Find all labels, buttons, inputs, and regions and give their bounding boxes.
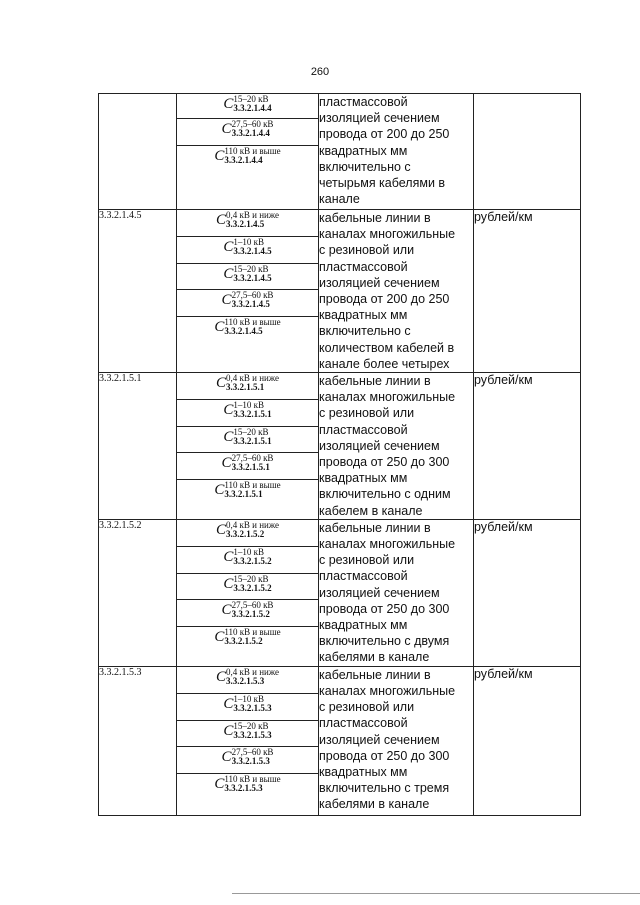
rate-scripts: [232, 454, 274, 472]
rate-scripts: [233, 722, 271, 740]
rate-formula: [223, 401, 271, 419]
code-subscript: 3.3.2.1.5.2: [231, 608, 270, 619]
voltage-superscript: 110 кВ и выше: [224, 480, 281, 491]
row-code: 3.3.2.1.4.5: [99, 210, 177, 373]
code-subscript: 3.3.2.1.4.5: [233, 273, 272, 283]
code-subscript: 3.3.2.1.5.3: [226, 675, 265, 686]
rate-formula: [214, 775, 280, 793]
voltage-superscript: 1–10 кВ: [233, 400, 265, 411]
code-subscript: 3.3.2.1.4.4: [233, 103, 272, 113]
description-line: пластмассовой: [319, 95, 408, 109]
rate-letter: C: [221, 121, 232, 137]
rate-scripts: [233, 428, 271, 446]
row-code: 3.3.2.1.5.1: [99, 373, 177, 520]
rate-symbol: [177, 480, 318, 518]
row-code: 3.3.2.1.5.3: [99, 666, 177, 815]
rate-formula: [214, 628, 280, 646]
rate-letter: C: [214, 482, 225, 499]
rate-symbol: [177, 453, 318, 480]
tariff-table-body: [99, 94, 581, 816]
row-description: [319, 666, 474, 815]
rate-symbol: [177, 119, 318, 146]
row-description: [319, 210, 474, 373]
rate-formula: [222, 454, 274, 472]
code-subscript: 3.3.2.1.4.5: [224, 326, 263, 336]
row-description: [319, 94, 474, 210]
voltage-superscript: 0,4 кВ и ниже: [226, 519, 279, 530]
scan-edge-line: [232, 893, 640, 894]
rate-letter: C: [223, 266, 234, 282]
description-line: каналах многожильные: [319, 390, 456, 405]
description-line: кабелями в канале: [319, 650, 430, 665]
description-line: включительно с одним: [319, 487, 451, 502]
code-subscript: 3.3.2.1.5.2: [233, 582, 272, 593]
description-line: каналах многожильные: [319, 227, 456, 242]
rate-symbol-cell: [177, 373, 319, 520]
description-line: провода от 250 до 300: [319, 748, 450, 763]
rate-scripts: [224, 628, 280, 646]
code-subscript: 3.3.2.1.4.5: [226, 219, 265, 229]
voltage-superscript: 110 кВ и выше: [224, 146, 281, 156]
rate-letter: C: [223, 548, 234, 565]
code-subscript: 3.3.2.1.5.2: [224, 635, 263, 646]
voltage-superscript: 1–10 кВ: [233, 693, 265, 704]
rate-formula: [223, 695, 271, 713]
rate-formula: [216, 521, 279, 539]
description-line: изоляцией сечением: [319, 111, 440, 126]
voltage-superscript: 110 кВ и выше: [224, 626, 281, 637]
rate-symbol: [177, 694, 318, 721]
voltage-superscript: 27,5–60 кВ: [231, 746, 274, 757]
rate-symbol-cell: [177, 666, 319, 815]
rate-scripts: [232, 601, 274, 619]
rate-scripts: [233, 695, 271, 713]
table-row: [99, 373, 581, 520]
description-line: провода от 200 до 250: [319, 292, 450, 307]
rate-scripts: [233, 548, 271, 566]
description-line: провода от 200 до 250: [319, 127, 450, 142]
row-description: [319, 373, 474, 520]
rate-scripts: [226, 374, 279, 392]
rate-letter: C: [223, 575, 234, 592]
row-unit: рублей/км: [474, 373, 581, 520]
rate-letter: C: [221, 292, 232, 308]
description-line: включительно с: [319, 159, 411, 174]
rate-symbol: [177, 600, 318, 627]
voltage-superscript: 0,4 кВ и ниже: [226, 666, 279, 677]
rate-letter: C: [216, 375, 227, 392]
rate-formula: [216, 668, 279, 686]
description-line: канале более четырех: [319, 356, 450, 371]
rate-symbol: [177, 94, 318, 119]
rate-scripts: [232, 748, 274, 766]
rate-symbol: [177, 146, 318, 209]
rate-scripts: [233, 238, 271, 256]
rate-letter: C: [216, 521, 227, 538]
rate-scripts: [232, 291, 274, 309]
rate-formula: [223, 238, 271, 256]
rate-symbol: [177, 747, 318, 774]
description-line: канале: [319, 192, 360, 207]
code-subscript: 3.3.2.1.5.2: [226, 528, 265, 539]
rate-scripts: [224, 147, 280, 165]
row-unit: рублей/км: [474, 210, 581, 373]
rate-symbol: [177, 627, 318, 666]
description-line: провода от 250 до 300: [319, 601, 450, 616]
description-line: количеством кабелей в: [319, 340, 455, 355]
voltage-superscript: 15–20 кВ: [233, 94, 269, 104]
rate-letter: C: [223, 239, 234, 255]
voltage-superscript: 15–20 кВ: [233, 573, 269, 584]
description-line: включительно с: [319, 324, 411, 339]
rate-formula: [223, 575, 271, 593]
row-code: [99, 94, 177, 210]
rate-letter: C: [221, 748, 232, 765]
code-subscript: 3.3.2.1.4.5: [231, 299, 270, 309]
rate-formula: [222, 601, 274, 619]
voltage-superscript: 15–20 кВ: [233, 264, 269, 274]
description-line: включительно с тремя: [319, 781, 450, 796]
rate-letter: C: [221, 455, 232, 472]
voltage-superscript: 15–20 кВ: [233, 720, 269, 731]
rate-letter: C: [221, 601, 232, 618]
rate-symbol: [177, 400, 318, 427]
rate-letter: C: [214, 775, 225, 792]
rate-symbol: [177, 667, 318, 694]
tariff-table: [98, 93, 581, 816]
rate-scripts: [226, 668, 279, 686]
description-line: пластмассовой: [319, 716, 408, 731]
description-line: изоляцией сечением: [319, 732, 440, 747]
rate-symbol: [177, 264, 318, 290]
voltage-superscript: 27,5–60 кВ: [231, 453, 274, 464]
description-line: кабельные линии в: [319, 374, 431, 389]
rate-scripts: [224, 775, 280, 793]
rate-scripts: [224, 318, 280, 336]
description-line: пластмассовой: [319, 422, 408, 437]
row-unit: [474, 94, 581, 210]
rate-letter: C: [214, 628, 225, 645]
description-line: кабелями в канале: [319, 797, 430, 812]
code-subscript: 3.3.2.1.5.1: [233, 436, 272, 447]
rate-symbol: [177, 774, 318, 815]
voltage-superscript: 27,5–60 кВ: [231, 290, 274, 300]
description-line: кабельные линии в: [319, 211, 431, 225]
description-line: изоляцией сечением: [319, 275, 440, 290]
rate-formula: [216, 211, 279, 229]
voltage-superscript: 0,4 кВ и ниже: [226, 373, 279, 384]
row-description: [319, 519, 474, 666]
code-subscript: 3.3.2.1.4.5: [233, 246, 272, 256]
description-line: изоляцией сечением: [319, 585, 440, 600]
rate-formula: [223, 548, 271, 566]
code-subscript: 3.3.2.1.5.3: [231, 755, 270, 766]
rate-symbol-cell: [177, 94, 319, 210]
rate-scripts: [226, 211, 279, 229]
description-line: пластмассовой: [319, 259, 408, 274]
rate-symbol: [177, 373, 318, 400]
rate-symbol: [177, 210, 318, 237]
rate-formula: [216, 374, 279, 392]
rate-scripts: [233, 575, 271, 593]
description-line: включительно с двумя: [319, 634, 450, 649]
rate-symbol: [177, 520, 318, 547]
rate-symbol-cell: [177, 210, 319, 373]
description-line: квадратных мм: [319, 765, 408, 780]
rate-letter: C: [223, 695, 234, 712]
rate-letter: C: [223, 96, 234, 112]
description-line: пластмассовой: [319, 569, 408, 584]
rate-symbol: [177, 237, 318, 264]
description-line: кабельные линии в: [319, 667, 431, 682]
code-subscript: 3.3.2.1.5.1: [233, 409, 272, 420]
rate-letter: C: [216, 668, 227, 685]
rate-scripts: [224, 481, 280, 499]
description-line: квадратных мм: [319, 618, 408, 633]
description-line: каналах многожильные: [319, 537, 456, 552]
rate-formula: [223, 428, 271, 446]
description-line: изоляцией сечением: [319, 438, 440, 453]
rate-formula: [214, 318, 280, 336]
code-subscript: 3.3.2.1.4.4: [231, 128, 270, 138]
table-row: [99, 519, 581, 666]
code-subscript: 3.3.2.1.5.3: [233, 702, 272, 713]
code-subscript: 3.3.2.1.5.2: [233, 555, 272, 566]
rate-scripts: [232, 120, 274, 138]
description-line: с резиновой или: [319, 700, 415, 715]
voltage-superscript: 110 кВ и выше: [224, 317, 281, 327]
rate-scripts: [226, 521, 279, 539]
description-line: каналах многожильные: [319, 684, 456, 699]
rate-symbol: [177, 574, 318, 600]
rate-scripts: [233, 401, 271, 419]
table-row: [99, 94, 581, 210]
rate-formula: [223, 722, 271, 740]
rate-letter: C: [223, 429, 234, 446]
voltage-superscript: 110 кВ и выше: [224, 773, 281, 784]
rate-letter: C: [214, 148, 225, 164]
table-row: [99, 210, 581, 373]
code-subscript: 3.3.2.1.5.3: [233, 729, 272, 740]
rate-letter: C: [216, 212, 227, 228]
rate-scripts: [233, 265, 271, 283]
rate-letter: C: [214, 319, 225, 335]
rate-formula: [222, 120, 274, 138]
rate-symbol: [177, 547, 318, 574]
rate-letter: C: [223, 402, 234, 419]
description-line: с резиновой или: [319, 553, 415, 568]
description-line: провода от 250 до 300: [319, 455, 450, 470]
description-line: квадратных мм: [319, 308, 408, 323]
row-unit: рублей/км: [474, 519, 581, 666]
row-unit: рублей/км: [474, 666, 581, 815]
rate-formula: [223, 265, 271, 283]
rate-formula: [214, 481, 280, 499]
description-line: кабелем в канале: [319, 503, 423, 518]
code-subscript: 3.3.2.1.5.3: [224, 782, 263, 793]
description-line: квадратных мм: [319, 143, 408, 158]
voltage-superscript: 1–10 кВ: [233, 546, 265, 557]
code-subscript: 3.3.2.1.4.4: [224, 155, 263, 165]
rate-formula: [214, 147, 280, 165]
rate-letter: C: [223, 722, 234, 739]
rate-symbol-cell: [177, 519, 319, 666]
rate-formula: [223, 95, 271, 113]
voltage-superscript: 27,5–60 кВ: [231, 119, 274, 129]
code-subscript: 3.3.2.1.5.1: [231, 462, 270, 473]
description-line: с резиновой или: [319, 243, 415, 258]
voltage-superscript: 27,5–60 кВ: [231, 599, 274, 610]
voltage-superscript: 1–10 кВ: [233, 237, 265, 247]
voltage-superscript: 0,4 кВ и ниже: [226, 210, 279, 220]
rate-symbol: [177, 317, 318, 372]
rate-scripts: [233, 95, 271, 113]
row-code: 3.3.2.1.5.2: [99, 519, 177, 666]
code-subscript: 3.3.2.1.5.1: [224, 489, 263, 500]
page-number: 260: [310, 66, 330, 78]
table-row: [99, 666, 581, 815]
voltage-superscript: 15–20 кВ: [233, 427, 269, 438]
rate-symbol: [177, 427, 318, 453]
rate-symbol: [177, 721, 318, 747]
description-line: квадратных мм: [319, 471, 408, 486]
description-line: кабельные линии в: [319, 520, 431, 535]
rate-formula: [222, 748, 274, 766]
code-subscript: 3.3.2.1.5.1: [226, 382, 265, 393]
description-line: четырьмя кабелями в: [319, 176, 446, 191]
rate-formula: [222, 291, 274, 309]
rate-symbol: [177, 290, 318, 317]
description-line: с резиновой или: [319, 406, 415, 421]
